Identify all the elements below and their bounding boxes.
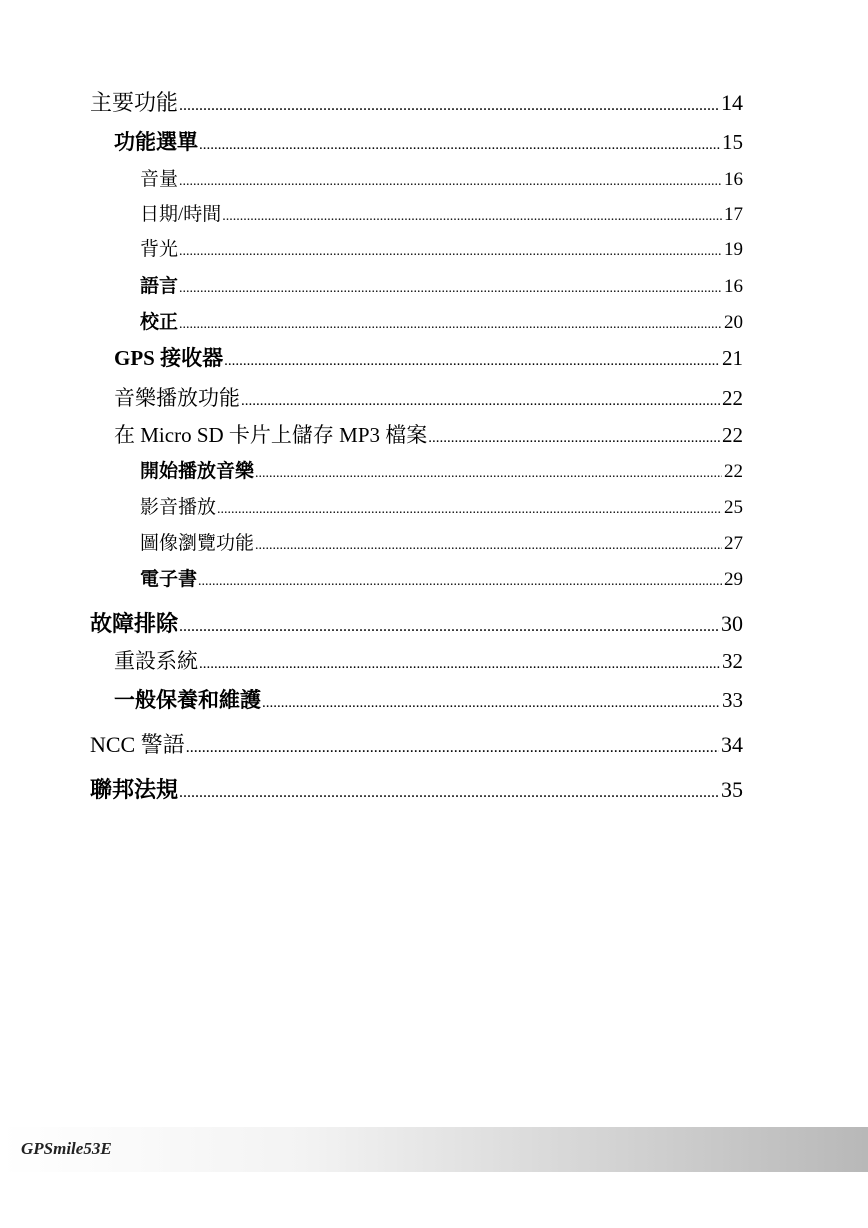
toc-entry <box>90 613 743 635</box>
toc-entry-title: 主要功能 <box>90 90 179 115</box>
toc-entry-title: 語言 <box>140 276 179 297</box>
toc-entry <box>114 690 743 711</box>
toc-page-number: 34 <box>721 732 743 757</box>
toc-entry-title: NCC 警語 <box>90 732 185 757</box>
toc-page-number: 15 <box>722 130 743 154</box>
toc-page-number: 22 <box>722 423 743 447</box>
toc-page-number: 30 <box>721 611 743 636</box>
toc-entry <box>140 498 743 517</box>
toc-entry <box>114 651 743 672</box>
toc-dot-leader <box>262 696 720 711</box>
toc-page-number: 14 <box>721 90 743 115</box>
toc-dot-leader <box>186 740 719 756</box>
toc-dot-leader <box>179 175 722 189</box>
toc-entry <box>90 92 743 114</box>
toc-dot-leader <box>255 539 722 553</box>
toc-entry <box>140 534 743 553</box>
footer-product-name: GPSmile53E <box>21 1139 112 1158</box>
toc-dot-leader <box>179 785 719 801</box>
toc-page-number: 16 <box>724 276 743 297</box>
toc-entry-title: 開始播放音樂 <box>140 461 255 482</box>
toc-entry <box>140 277 743 296</box>
toc-page-number: 27 <box>724 533 743 554</box>
toc-dot-leader <box>217 503 722 517</box>
toc-entry <box>140 313 743 332</box>
toc-dot-leader <box>179 282 722 296</box>
toc-dot-leader <box>179 245 722 259</box>
toc-page-number: 21 <box>722 346 743 370</box>
toc-page-number: 22 <box>722 386 743 410</box>
toc-entry <box>140 240 743 259</box>
toc-entry-title: 一般保養和維護 <box>114 688 261 712</box>
toc-entry <box>114 425 743 446</box>
toc-dot-leader <box>179 619 719 635</box>
toc-dot-leader <box>255 467 722 481</box>
toc-entry <box>114 132 743 153</box>
toc-page-number: 22 <box>724 461 743 482</box>
toc-entry-title: 校正 <box>140 312 179 333</box>
toc-page-number: 17 <box>724 204 743 225</box>
toc-entry-title: 圖像瀏覽功能 <box>140 533 255 554</box>
toc-dot-leader <box>179 318 722 332</box>
toc-entry-title: GPS 接收器 <box>114 346 224 370</box>
toc-entry <box>114 348 743 369</box>
toc-page-number: 29 <box>724 569 743 590</box>
toc-entry-title: 重設系統 <box>114 649 198 673</box>
toc-dot-leader <box>198 575 722 589</box>
toc-entry <box>90 734 743 756</box>
toc-page-number: 19 <box>724 239 743 260</box>
toc-entry-title: 故障排除 <box>90 611 179 636</box>
toc-entry <box>114 388 743 409</box>
toc-entry-title: 功能選單 <box>114 130 198 154</box>
toc-dot-leader <box>199 657 720 672</box>
toc-dot-leader <box>199 138 720 153</box>
toc-dot-leader <box>222 210 722 224</box>
toc-entry-title: 電子書 <box>140 569 198 590</box>
toc-entry-title: 音樂播放功能 <box>114 386 240 410</box>
toc-dot-leader <box>224 354 720 369</box>
toc-dot-leader <box>428 431 720 446</box>
toc-entry-title: 聯邦法規 <box>90 777 179 802</box>
toc-entry <box>140 462 743 481</box>
toc-entry-title: 音量 <box>140 169 179 190</box>
toc-page-number: 16 <box>724 169 743 190</box>
toc-entry-title: 影音播放 <box>140 497 217 518</box>
toc-entry-title: 日期/時間 <box>140 204 222 225</box>
toc-page-number: 33 <box>722 688 743 712</box>
page-footer-bar <box>0 1127 868 1172</box>
toc-dot-leader <box>241 394 720 409</box>
toc-dot-leader <box>179 98 719 114</box>
toc-entry <box>140 205 743 224</box>
toc-entry <box>90 779 743 801</box>
toc-page-number: 35 <box>721 777 743 802</box>
toc-page-number: 20 <box>724 312 743 333</box>
toc-page-number: 32 <box>722 649 743 673</box>
toc-entry-title: 背光 <box>140 239 179 260</box>
toc-entry <box>140 170 743 189</box>
toc-entry <box>140 570 743 589</box>
toc-page-number: 25 <box>724 497 743 518</box>
toc-entry-title: 在 Micro SD 卡片上儲存 MP3 檔案 <box>114 423 428 447</box>
